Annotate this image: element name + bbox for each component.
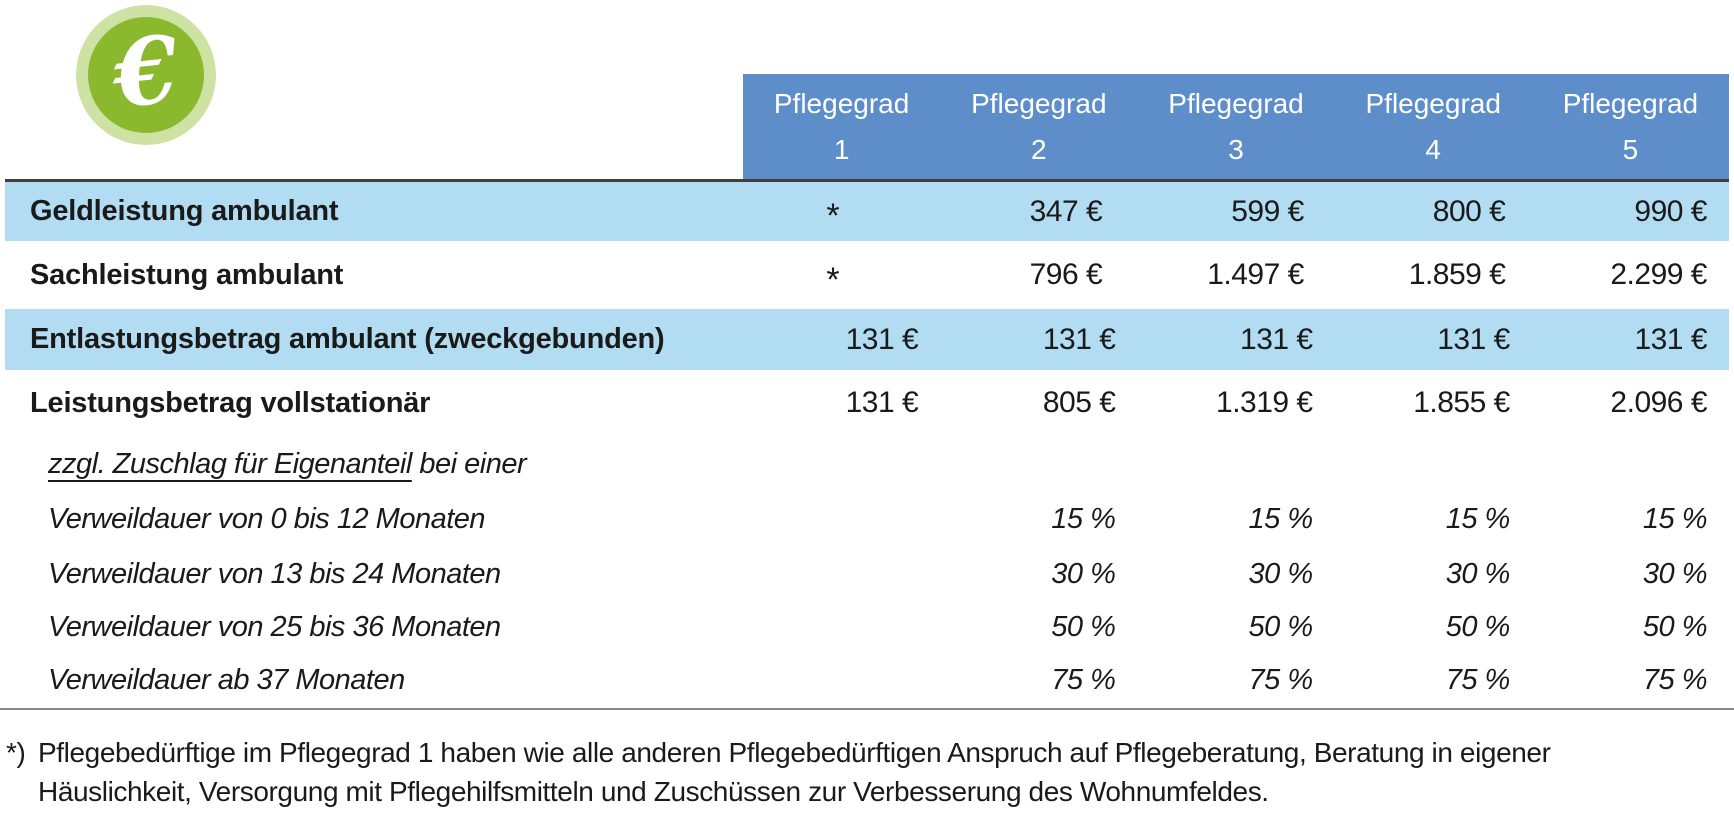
row-label: Sachleistung ambulant bbox=[30, 258, 344, 291]
table-row-3 bbox=[5, 309, 1729, 370]
cell-row8-pflegegrad-4: 50 % bbox=[1445, 610, 1510, 643]
table-body bbox=[5, 179, 1729, 708]
table-row-4 bbox=[5, 370, 1729, 436]
cell-row3-pflegegrad-5: 131 € bbox=[1634, 322, 1708, 356]
column-header-number: 5 bbox=[1622, 134, 1639, 165]
cell-row8-pflegegrad-5: 50 % bbox=[1642, 610, 1708, 643]
row-label-underlined: zzgl. Zuschlag für Eigenanteil bbox=[48, 447, 412, 480]
cell-row3-pflegegrad-3: 131 € bbox=[1240, 322, 1313, 356]
cell-row6-pflegegrad-5: 15 % bbox=[1642, 503, 1708, 535]
column-header-title: Pflegegrad bbox=[773, 88, 910, 119]
cell-row4-pflegegrad-4: 1.855 € bbox=[1413, 386, 1510, 419]
cell-row6-pflegegrad-4: 15 % bbox=[1445, 503, 1510, 535]
table-row-5 bbox=[5, 436, 1729, 492]
table-row-8 bbox=[5, 602, 1729, 652]
cell-row2-pflegegrad-2: 796 € bbox=[1029, 258, 1103, 291]
row-label: Leistungsbetrag vollstationär bbox=[30, 386, 431, 419]
footnote-marker: *) bbox=[6, 737, 26, 768]
column-header-pflegegrad-4 bbox=[1335, 74, 1532, 179]
column-header-number: 1 bbox=[833, 134, 850, 165]
column-header-title: Pflegegrad bbox=[1365, 88, 1501, 119]
cell-row4-pflegegrad-3: 1.319 € bbox=[1216, 386, 1313, 419]
footnote-divider bbox=[0, 708, 1734, 710]
column-header-title: Pflegegrad bbox=[1168, 88, 1304, 119]
row-label-tail: bei einer bbox=[411, 447, 527, 480]
cell-row2-pflegegrad-3: 1.497 € bbox=[1207, 258, 1304, 291]
column-header-pflegegrad-2 bbox=[940, 74, 1137, 179]
cell-row4-pflegegrad-5: 2.096 € bbox=[1610, 386, 1708, 419]
row-label: Geldleistung ambulant bbox=[30, 195, 339, 227]
cell-row9-pflegegrad-2: 75 % bbox=[1051, 663, 1116, 696]
cell-row1-pflegegrad-4: 800 € bbox=[1432, 194, 1506, 228]
column-header-pflegegrad-5 bbox=[1532, 74, 1729, 179]
row-label: Verweildauer ab 37 Monaten bbox=[48, 663, 405, 696]
column-header-pflegegrad-1 bbox=[743, 74, 940, 179]
cell-row9-pflegegrad-4: 75 % bbox=[1445, 663, 1510, 696]
header-spacer bbox=[5, 74, 743, 179]
cell-row2-pflegegrad-5: 2.299 € bbox=[1610, 258, 1707, 291]
euro-glyph: € bbox=[108, 14, 184, 130]
cell-row8-pflegegrad-2: 50 % bbox=[1051, 610, 1116, 643]
table-row-1 bbox=[5, 182, 1729, 241]
cell-row4-pflegegrad-1: 131 € bbox=[845, 386, 919, 419]
table-row-2 bbox=[5, 241, 1729, 309]
cell-row1-pflegegrad-1: * bbox=[826, 197, 840, 235]
cell-row3-pflegegrad-2: 131 € bbox=[1042, 322, 1116, 356]
cell-row1-pflegegrad-5: 990 € bbox=[1634, 194, 1707, 228]
cell-row6-pflegegrad-2: 15 % bbox=[1051, 503, 1116, 535]
row-label: Verweildauer von 25 bis 36 Monaten bbox=[48, 610, 501, 643]
table-header-row bbox=[5, 74, 1729, 179]
cell-row1-pflegegrad-3: 599 € bbox=[1231, 194, 1304, 228]
column-header-pflegegrad-3 bbox=[1137, 74, 1334, 179]
table-row-6 bbox=[5, 492, 1729, 547]
cell-row3-pflegegrad-4: 131 € bbox=[1437, 322, 1510, 356]
benefits-table bbox=[5, 74, 1729, 708]
footnote-text: Pflegebedürftige im Pflegegrad 1 haben wie alle anderen Pflegebedürftigen Anspruch auf Pflegeberatung, Beratung in eigener Häuslichkeit, Versorgung mit Pflegehilfsmitteln und Zuschüssen zur Verbesserung des Wohnumfeldes. bbox=[38, 737, 1551, 807]
cell-row2-pflegegrad-4: 1.859 € bbox=[1408, 258, 1506, 291]
cell-row3-pflegegrad-1: 131 € bbox=[845, 322, 919, 356]
column-header-number: 3 bbox=[1228, 134, 1244, 165]
cell-row8-pflegegrad-3: 50 % bbox=[1248, 610, 1313, 643]
cell-row7-pflegegrad-5: 30 % bbox=[1642, 558, 1708, 590]
table-row-9 bbox=[5, 652, 1729, 708]
column-header-title: Pflegegrad bbox=[971, 88, 1107, 119]
row-label: Verweildauer von 0 bis 12 Monaten bbox=[48, 503, 486, 535]
cell-row7-pflegegrad-4: 30 % bbox=[1445, 558, 1510, 590]
cell-row6-pflegegrad-3: 15 % bbox=[1248, 503, 1313, 535]
cell-row7-pflegegrad-2: 30 % bbox=[1051, 558, 1116, 590]
column-header-number: 2 bbox=[1031, 134, 1047, 165]
cell-row2-pflegegrad-1: * bbox=[826, 260, 840, 299]
cell-row7-pflegegrad-3: 30 % bbox=[1248, 558, 1313, 590]
cell-row9-pflegegrad-3: 75 % bbox=[1248, 663, 1313, 696]
row-label: Entlastungsbetrag ambulant (zweckgebunden) bbox=[30, 323, 665, 355]
row-label: Verweildauer von 13 bis 24 Monaten bbox=[48, 558, 501, 590]
footnote bbox=[6, 733, 1686, 811]
table-row-7 bbox=[5, 547, 1729, 602]
cell-row4-pflegegrad-2: 805 € bbox=[1042, 386, 1116, 419]
cell-row9-pflegegrad-5: 75 % bbox=[1642, 663, 1708, 696]
column-header-number: 4 bbox=[1425, 134, 1441, 165]
row-label bbox=[5, 448, 743, 481]
column-header-title: Pflegegrad bbox=[1562, 88, 1699, 119]
cell-row1-pflegegrad-2: 347 € bbox=[1029, 194, 1103, 228]
